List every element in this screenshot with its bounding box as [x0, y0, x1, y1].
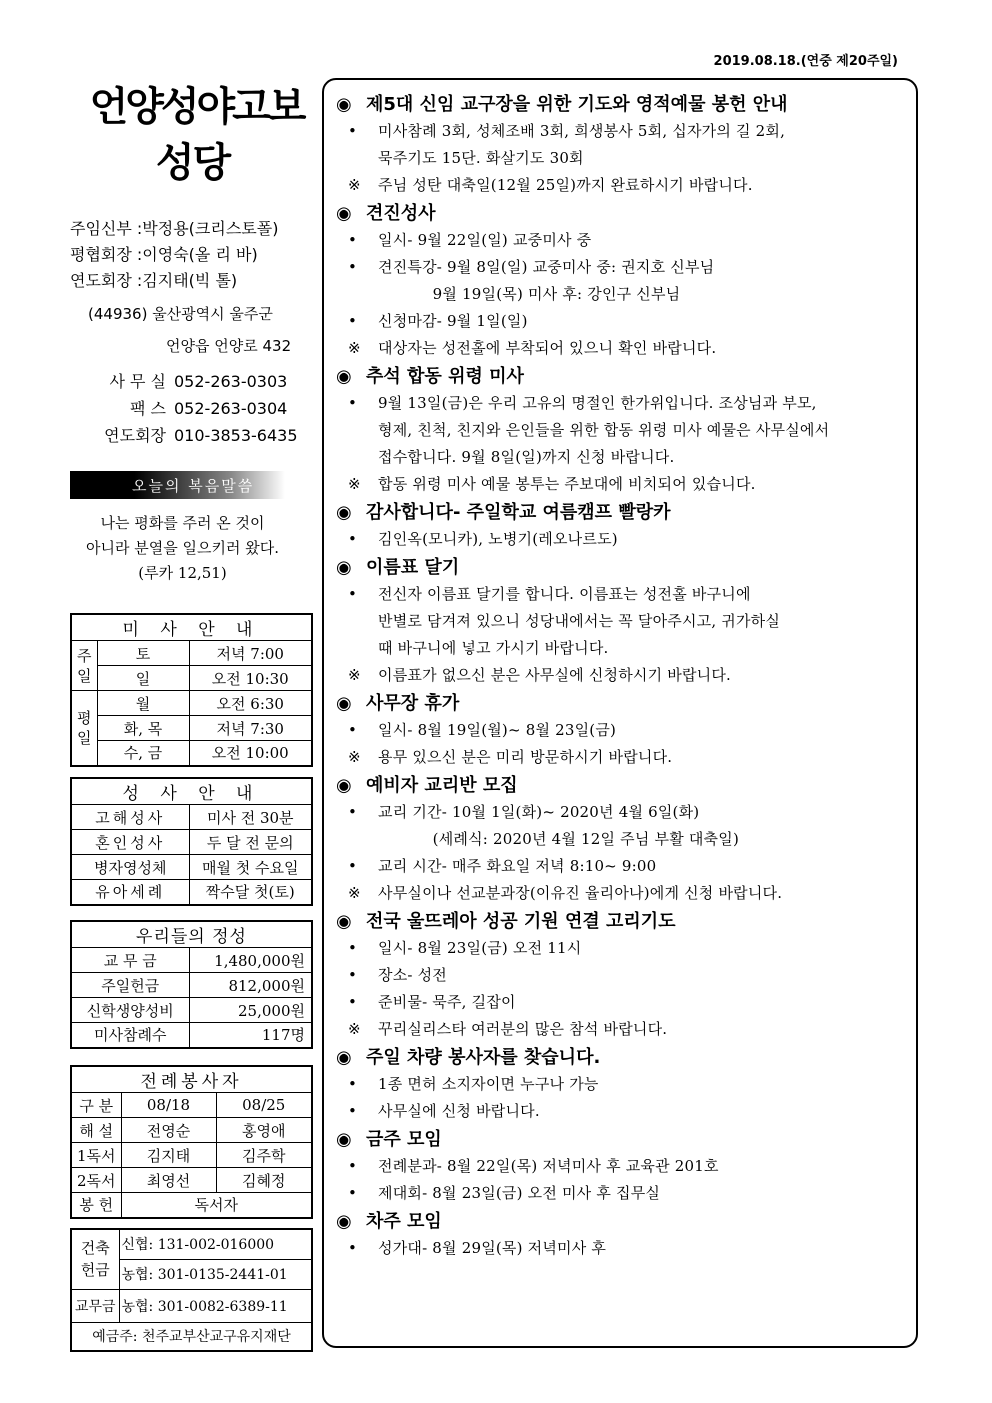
- notice-line-text: 사무실이나 선교분과장(이유진 율리아나)에게 신청 바랍니다.: [378, 884, 783, 902]
- note-mark-icon: ※: [348, 666, 361, 684]
- notice-line: [336, 227, 906, 254]
- notice-line-text: 꾸리실리스타 여러분의 많은 참석 바랍니다.: [378, 1020, 668, 1038]
- notice-line-text: 용무 있으신 분은 미리 방문하시기 바랍니다.: [378, 748, 673, 766]
- offerings-heading: 우리들의 정성: [71, 921, 312, 948]
- notice-section: [336, 773, 906, 907]
- notice-line-text: 9월 19일(목) 미사 후: 강인구 신부님: [378, 285, 681, 303]
- building-account-2: 농협: 301-0135-2441-01: [119, 1259, 312, 1289]
- notice-line: [336, 717, 906, 744]
- notice-line: [336, 335, 906, 362]
- notice-line-text: 교리 시간- 매주 화요일 저녁 8:10~ 9:00: [378, 857, 657, 875]
- notice-line-text: 교리 기간- 10월 1일(화)~ 2020년 4월 6일(화): [378, 803, 700, 821]
- notice-line-text: 신청마감- 9월 1일(일): [378, 312, 528, 330]
- bullet-dot-icon: •: [348, 803, 358, 821]
- gospel-line2: 아니라 분열을 일으키러 왔다.: [86, 539, 279, 557]
- tithe-label: 교무금: [71, 1289, 119, 1322]
- bullet-dot-icon: •: [348, 857, 358, 875]
- servers-col-label: 구 분: [71, 1093, 121, 1118]
- bulletin-date: 2019.08.18.(연중 제20주일): [713, 54, 898, 69]
- note-mark-icon: ※: [348, 884, 361, 902]
- notice-section: [336, 1045, 906, 1125]
- notice-line-text: 1종 면허 소지자이면 누구나 가능: [378, 1075, 599, 1093]
- accounts-table: [70, 1228, 313, 1352]
- note-mark-icon: ※: [348, 748, 361, 766]
- notice-line: [336, 145, 906, 172]
- address: [70, 298, 315, 362]
- notice-line: [336, 880, 906, 907]
- notice-line: [336, 962, 906, 989]
- notice-title-text: 추석 합동 위령 미사: [366, 366, 524, 387]
- notices-panel: [322, 78, 918, 1348]
- bullet-circle-icon: ◉: [336, 911, 352, 932]
- notice-line: [336, 581, 906, 608]
- notice-line: [336, 799, 906, 826]
- staff-list: [70, 216, 315, 294]
- offering-name: 주일헌금: [71, 973, 189, 998]
- notice-line: [336, 172, 906, 199]
- offering-amount: 812,000원: [189, 973, 312, 998]
- bullet-dot-icon: •: [348, 122, 358, 140]
- offering-amount: 25,000원: [189, 998, 312, 1023]
- mass-day: 화, 목: [97, 716, 189, 741]
- notice-line: [336, 1180, 906, 1207]
- notice-line-text: 형제, 친척, 친지와 은인들을 위한 합동 위령 미사 예물은 사무실에서: [378, 421, 830, 439]
- offerings-table: [70, 920, 313, 1049]
- bullet-circle-icon: ◉: [336, 1211, 352, 1232]
- sacrament-info: 두 달 전 문의: [189, 830, 312, 855]
- notice-line: [336, 1016, 906, 1043]
- notice-title: [336, 500, 906, 526]
- bullet-dot-icon: •: [348, 1102, 358, 1120]
- notice-section: [336, 92, 906, 199]
- notice-line-text: 합동 위령 미사 예물 봉투는 주보대에 비치되어 있습니다.: [378, 475, 756, 493]
- bullet-dot-icon: •: [348, 721, 358, 739]
- notice-line: [336, 308, 906, 335]
- bullet-dot-icon: •: [348, 394, 358, 412]
- notice-line-text: 준비물- 묵주, 길잡이: [378, 993, 516, 1011]
- notice-line-text: 제대회- 8월 23일(금) 오전 미사 후 집무실: [378, 1184, 661, 1202]
- notice-line-text: 사무실에 신청 바랍니다.: [378, 1102, 540, 1120]
- notice-title-text: 사무장 휴가: [366, 693, 460, 714]
- parish-title-line1: 언양성야고보: [89, 84, 304, 130]
- notice-line: [336, 1071, 906, 1098]
- notice-title-text: 전국 울뜨레아 성공 기원 연결 고리기도: [366, 911, 676, 932]
- notice-line-text: 전신자 이름표 달기를 합니다. 이름표는 성전홀 바구니에: [378, 585, 751, 603]
- note-mark-icon: ※: [348, 176, 361, 194]
- notice-title-text: 감사합니다- 주일학교 여름캠프 빨랑카: [366, 502, 671, 523]
- mass-day: 일: [97, 666, 189, 691]
- notice-line: [336, 1098, 906, 1125]
- contact-label: 연도회장: [104, 426, 166, 445]
- mass-day: 월: [97, 691, 189, 716]
- notices-list: [336, 92, 906, 1262]
- notice-line: [336, 1235, 906, 1262]
- offering-name: 신학생양성비: [71, 998, 189, 1023]
- notice-line-text: 미사참례 3회, 성체조배 3회, 희생봉사 5회, 십자가의 길 2회,: [378, 122, 786, 140]
- note-mark-icon: ※: [348, 475, 361, 493]
- bullet-circle-icon: ◉: [336, 1047, 352, 1068]
- notice-line-text: 반별로 담겨져 있으니 성당내에서는 꼭 달아주시고, 귀가하실: [378, 612, 781, 630]
- bullet-dot-icon: •: [348, 1157, 358, 1175]
- contact-value: 052-263-0304: [174, 399, 288, 418]
- bullet-dot-icon: •: [348, 258, 358, 276]
- building-account-1: 신협: 131-002-016000: [119, 1229, 312, 1259]
- notice-title-text: 금주 모임: [366, 1129, 442, 1150]
- mass-day: 수, 금: [97, 741, 189, 766]
- bullet-dot-icon: •: [348, 966, 358, 984]
- notice-title: [336, 1045, 906, 1071]
- notice-line-text: (세례식: 2020년 4월 12일 주님 부활 대축일): [378, 830, 739, 848]
- notice-section: [336, 500, 906, 553]
- gospel-quote: [50, 511, 315, 586]
- server-name: 전영순: [121, 1118, 216, 1143]
- bullet-circle-icon: ◉: [336, 94, 352, 115]
- notice-section: [336, 201, 906, 362]
- bullet-dot-icon: •: [348, 530, 358, 548]
- servers-col-date: 08/25: [216, 1093, 312, 1118]
- server-name: 독서자: [121, 1193, 312, 1218]
- sacrament-name: 혼인성사: [71, 830, 189, 855]
- offering-amount: 1,480,000원: [189, 948, 312, 973]
- notice-title-text: 이름표 달기: [366, 557, 460, 578]
- contact-fax: [70, 395, 315, 422]
- notice-line: [336, 635, 906, 662]
- notice-title-text: 주일 차량 봉사자를 찾습니다.: [366, 1047, 601, 1068]
- gospel-ref: (루카 12,51): [138, 564, 227, 582]
- notice-title-text: 제5대 신임 교구장을 위한 기도와 영적예물 봉헌 안내: [366, 94, 788, 115]
- notice-line: [336, 390, 906, 417]
- notice-section: [336, 691, 906, 771]
- mass-time: 저녁 7:00: [189, 641, 312, 666]
- contact-yeondo: [70, 422, 315, 449]
- offering-amount: 117명: [189, 1023, 312, 1048]
- servers-col-date: 08/18: [121, 1093, 216, 1118]
- notice-title: [336, 1127, 906, 1153]
- notice-line: [336, 1153, 906, 1180]
- server-name: 김지태: [121, 1143, 216, 1168]
- notice-line: [336, 989, 906, 1016]
- notice-line-text: 주님 성탄 대축일(12월 25일)까지 완료하시기 바랍니다.: [378, 176, 753, 194]
- contact-value: 010-3853-6435: [174, 426, 298, 445]
- notice-line-text: 묵주기도 15단. 화살기도 30회: [378, 149, 584, 167]
- note-mark-icon: ※: [348, 339, 361, 357]
- bullet-circle-icon: ◉: [336, 203, 352, 224]
- server-name: 홍영애: [216, 1118, 312, 1143]
- notice-line: [336, 444, 906, 471]
- left-column: [70, 80, 315, 586]
- bullet-circle-icon: ◉: [336, 366, 352, 387]
- bullet-dot-icon: •: [348, 1075, 358, 1093]
- sacrament-name: 고해성사: [71, 805, 189, 830]
- notice-title: [336, 909, 906, 935]
- notice-line: [336, 608, 906, 635]
- server-name: 김주학: [216, 1143, 312, 1168]
- bullet-dot-icon: •: [348, 231, 358, 249]
- notice-line: [336, 853, 906, 880]
- sacrament-info: 미사 전 30분: [189, 805, 312, 830]
- notice-line-text: 일시- 8월 23일(금) 오전 11시: [378, 939, 582, 957]
- bullet-dot-icon: •: [348, 939, 358, 957]
- notice-line: [336, 526, 906, 553]
- notice-line-text: 9월 13일(금)은 우리 고유의 명절인 한가위입니다. 조상님과 부모,: [378, 394, 817, 412]
- sacraments-heading: 성 사 안 내: [71, 778, 312, 805]
- notice-line-text: 김인옥(모니카), 노병기(레오나르도): [378, 530, 618, 548]
- bullet-circle-icon: ◉: [336, 775, 352, 796]
- notice-line-text: 견진특강- 9월 8일(일) 교중미사 중: 권지호 신부님: [378, 258, 715, 276]
- sunday-label: 주일: [71, 641, 97, 691]
- bullet-dot-icon: •: [348, 585, 358, 603]
- gospel-heading: [70, 471, 285, 499]
- contact-office: [70, 368, 315, 395]
- server-name: 김혜정: [216, 1168, 312, 1193]
- server-role: 봉 헌: [71, 1193, 121, 1218]
- bullet-circle-icon: ◉: [336, 557, 352, 578]
- bullet-circle-icon: ◉: [336, 1129, 352, 1150]
- sacrament-info: 매월 첫 수요일: [189, 855, 312, 880]
- contact-value: 052-263-0303: [174, 372, 288, 391]
- contact-list: [70, 368, 315, 449]
- server-role: 해 설: [71, 1118, 121, 1143]
- notice-title-text: 견진성사: [366, 203, 436, 224]
- sacraments-table: [70, 777, 313, 906]
- bullet-circle-icon: ◉: [336, 502, 352, 523]
- staff-pastor: 주임신부 :박정용(크리스토폴): [70, 219, 279, 238]
- server-role: 1독서: [71, 1143, 121, 1168]
- address-line2: 언양읍 언양로 432: [166, 337, 292, 355]
- notice-line-text: 이름표가 없으신 분은 사무실에 신청하시기 바랍니다.: [378, 666, 731, 684]
- sacrament-name: 유아세례: [71, 880, 189, 905]
- notice-title: [336, 201, 906, 227]
- notice-title-text: 차주 모임: [366, 1211, 442, 1232]
- notice-section: [336, 909, 906, 1043]
- notice-title: [336, 691, 906, 717]
- building-fund-label: 건축헌금: [71, 1229, 119, 1289]
- mass-time: 오전 10:00: [189, 741, 312, 766]
- mass-time: 오전 6:30: [189, 691, 312, 716]
- sacrament-name: 병자영성체: [71, 855, 189, 880]
- offering-name: 미사참례수: [71, 1023, 189, 1048]
- mass-heading: 미 사 안 내: [71, 614, 312, 641]
- notice-section: [336, 1209, 906, 1262]
- notice-line-text: 장소- 성전: [378, 966, 447, 984]
- bullet-circle-icon: ◉: [336, 693, 352, 714]
- weekday-label: 평일: [71, 691, 97, 766]
- notice-line-text: 대상자는 성전홀에 부착되어 있으니 확인 바랍니다.: [378, 339, 717, 357]
- server-role: 2독서: [71, 1168, 121, 1193]
- staff-council-president: 평협회장 :이영숙(올 리 바): [70, 245, 258, 264]
- notice-line: [336, 471, 906, 498]
- notice-line-text: 일시- 9월 22일(일) 교중미사 중: [378, 231, 592, 249]
- notice-line: [336, 281, 906, 308]
- notice-line-text: 전례분과- 8월 22일(목) 저녁미사 후 교육관 201호: [378, 1157, 719, 1175]
- server-name: 최영선: [121, 1168, 216, 1193]
- notice-line-text: 접수합니다. 9월 8일(일)까지 신청 바랍니다.: [378, 448, 675, 466]
- tithe-account: 농협: 301-0082-6389-11: [119, 1289, 312, 1322]
- notice-title-text: 예비자 교리반 모집: [366, 775, 518, 796]
- offering-name: 교 무 금: [71, 948, 189, 973]
- account-holder: 예금주: 천주교부산교구유지재단: [71, 1322, 312, 1351]
- mass-time: 오전 10:30: [189, 666, 312, 691]
- notice-line: [336, 744, 906, 771]
- liturgy-servers-table: [70, 1065, 313, 1219]
- address-line1: (44936) 울산광역시 울주군: [88, 305, 273, 323]
- notice-section: [336, 555, 906, 689]
- notice-line: [336, 417, 906, 444]
- notice-line: [336, 662, 906, 689]
- parish-title-line2: 성당: [155, 140, 230, 186]
- notice-section: [336, 1127, 906, 1207]
- notice-title: [336, 92, 906, 118]
- contact-label: 팩 스: [130, 399, 166, 418]
- bullet-dot-icon: •: [348, 1184, 358, 1202]
- mass-day: 토: [97, 641, 189, 666]
- staff-yeondo-president: 연도회장 :김지태(빅 톨): [70, 271, 238, 290]
- notice-title: [336, 773, 906, 799]
- notice-title: [336, 364, 906, 390]
- notice-section: [336, 364, 906, 498]
- bullet-dot-icon: •: [348, 312, 358, 330]
- notice-line: [336, 118, 906, 145]
- contact-label: 사 무 실: [109, 372, 166, 391]
- notice-line: [336, 935, 906, 962]
- note-mark-icon: ※: [348, 1020, 361, 1038]
- notice-title: [336, 1209, 906, 1235]
- notice-line-text: 성가대- 8월 29일(목) 저녁미사 후: [378, 1239, 607, 1257]
- gospel-line1: 나는 평화를 주러 온 것이: [100, 514, 265, 532]
- servers-heading: 전례봉사자: [71, 1066, 312, 1093]
- notice-line: [336, 826, 906, 853]
- mass-time: 저녁 7:30: [189, 716, 312, 741]
- bullet-dot-icon: •: [348, 993, 358, 1011]
- notice-title: [336, 555, 906, 581]
- gospel-heading-text: 오늘의 복음말씀: [132, 476, 255, 495]
- sacrament-info: 짝수달 첫(토): [189, 880, 312, 905]
- notice-line: [336, 254, 906, 281]
- mass-schedule-table: [70, 613, 313, 767]
- bullet-dot-icon: •: [348, 1239, 358, 1257]
- notice-line-text: 때 바구니에 넣고 가시기 바랍니다.: [378, 639, 609, 657]
- notice-line-text: 일시- 8월 19일(월)~ 8월 23일(금): [378, 721, 617, 739]
